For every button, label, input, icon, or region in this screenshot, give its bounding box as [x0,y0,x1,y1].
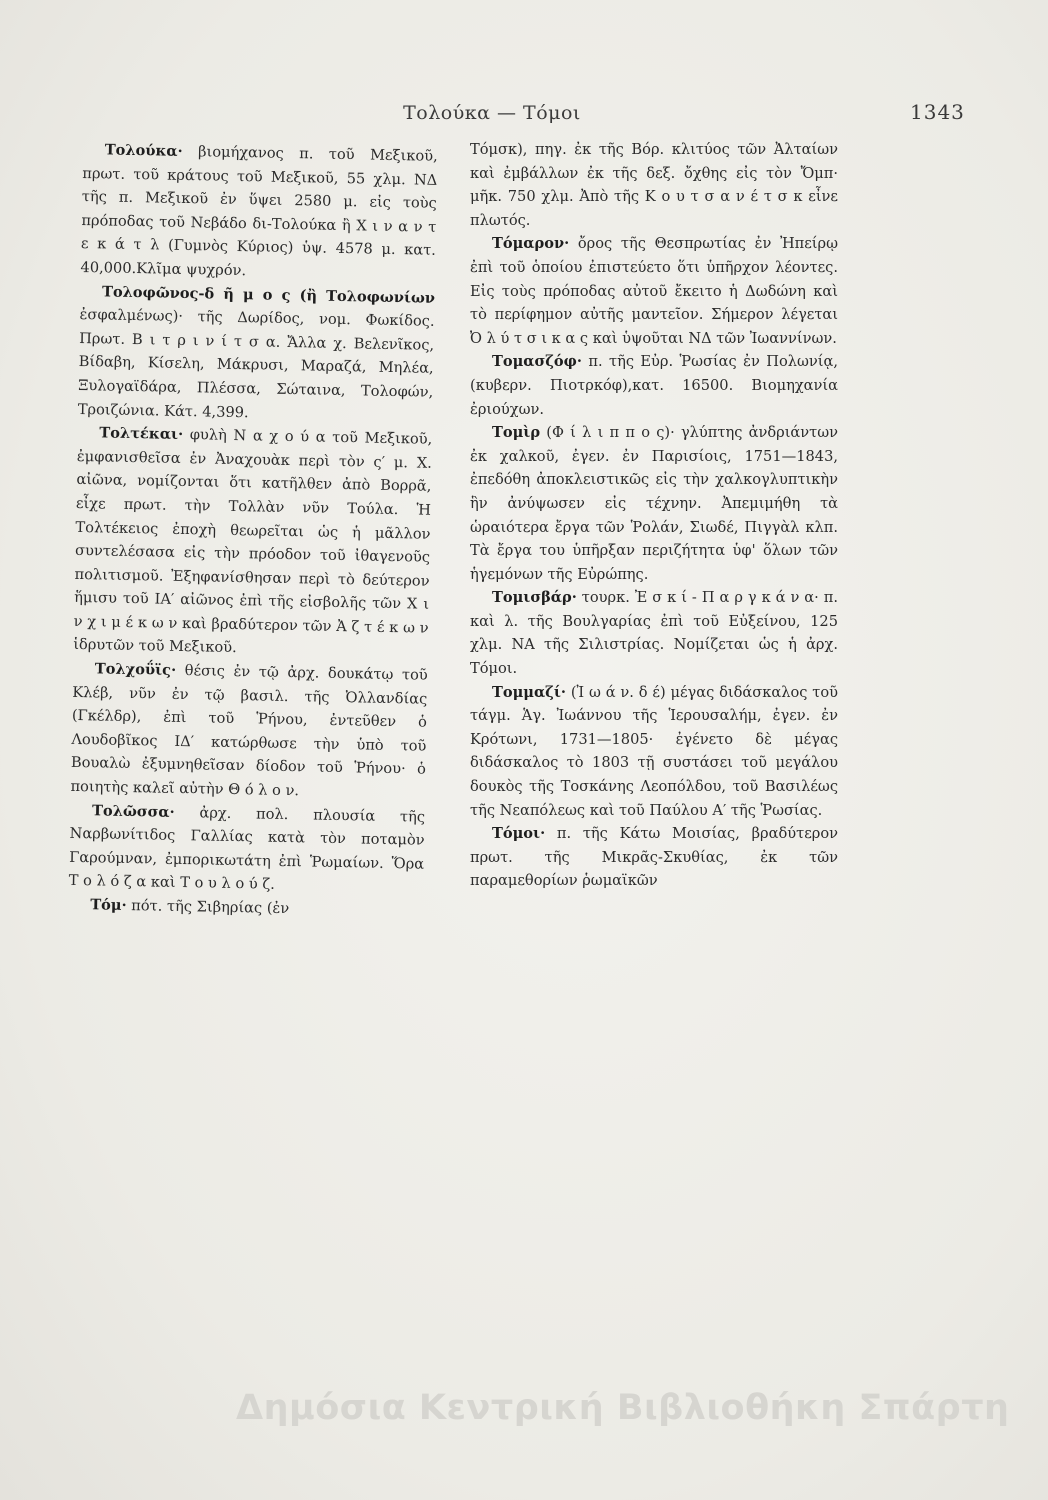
running-header: Τολούκα — Τόμοι [403,102,581,124]
entry-text: φυλὴ Ν α χ ο ύ α τοῦ Μεξικοῦ, ἐμφανισθεῖσα ἐν Ἀναχουὰκ περὶ τὸν ς′ μ. Χ. αἰῶνα, νομίζονται ὅτι κατῆλθεν ἀπὸ Βορρᾶ, εἶχε πρωτ. τὴν Τολλὰν νῦν Τούλα. Ἡ Τολτέκειος ἐποχὴ θεωρεῖται ὡς ἡ μᾶλλον συντελέσασα εἰς τὴν πρόοδον τοῦ ἰθαγενοῦς πολιτισμοῦ. Ἐξηφανίσθησαν περὶ τὸ δεύτερον ἥμισυ τοῦ ΙΑ′ αἰῶνος ἐπὶ τῆς εἰσβολῆς τῶν Χ ι ν χ ι μ έ κ ω ν καὶ βραδύτερον τῶν Ἀ ζ τ έ κ ω ν ἱδρυτῶν τοῦ Μεξικοῦ. [73,426,433,657]
entry-headword: Τολχοΰϊς· [94,660,177,679]
entry-text: (Ἰ ω ά ν. δ έ) μέγας διδάσκαλος τοῦ τάγμ. Ἁγ. Ἰωάννου τῆς Ἱερουσαλήμ, ἐγεν. ἐν Κρότωνι, 1731—1805· ἐγένετο δὲ μέγας διδάσκαλος τὸ 1803 τῇ συστάσει τοῦ μεγάλου δουκὸς τῆς Τοσκάνης Λεοπόλδου, τοῦ Βασιλέως τῆς Νεαπόλεως καὶ τοῦ Παύλου Α′ τῆς Ῥωσίας. [470,683,838,819]
entry-text: π. τῆς Εὐρ. Ῥωσίας ἐν Πολωνίᾳ, (κυβερν. Πιοτρκόφ),κατ. 16500. Βιομηχανία ἐριούχων. [470,353,838,418]
entry-text: ὄρος τῆς Θεσπρωτίας ἐν Ἠπείρῳ ἐπὶ τοῦ ὁποίου ἐπιστεύετο ὅτι ὑπῆρχον λέοντες. Εἰς τοὺς πρόποδας αὐτοῦ ἔκειτο ἡ Δωδώνη καὶ τὸ περίφημον αὐτῆς μαντεῖον. Σήμερον λέγεται Ὀ λ ύ τ σ ι κ α ς καὶ ὑψοῦται ΝΔ τῶν Ἰωαννίνων. [470,235,838,347]
dictionary-entry [470,586,838,680]
dictionary-entry [69,799,426,900]
entry-text: ἐσφαλμένως)· τῆς Δωρίδος, νομ. Φωκίδος. Πρωτ. Β ι τ ρ ι ν ί τ σ α. Ἄλλα χ. Βελενῖκος, Βίδαβη, Κίσελη, Μάκρυσι, Μαραζά, Μηλέα, Ξυλογαϊδάρα, Πλέσσα, Σώταινα, Τολοφών, Τροιζώνια. Κάτ. 4,399. [77,306,435,421]
entry-headword: Τολῶσσα· [91,801,175,821]
entry-text: ἀρχ. πολ. πλουσία τῆς Ναρβωνίτιδος Γαλλίας κατὰ τὸν ποταμὸν Γαρούμναν, ἐμπορικωτάτη ἐπὶ Ῥωμαίων. Ὅρα Τ ο λ ό ζ α καὶ Τ ο υ λ ο ύ ζ. [68,803,426,894]
entry-headword: Τομὶρ [492,424,541,442]
entry-headword: Τολοφῶνος-δ ῆ μ ο ς (ἢ Τολοφωνίων [101,282,436,307]
dictionary-entry [73,421,432,664]
entry-headword: Τομασζόφ· [492,353,582,371]
dictionary-entry-continued [470,138,838,232]
page-number: 1343 [910,100,965,124]
dictionary-entry [70,657,428,805]
left-column [68,138,438,923]
entry-text: βιομήχανος π. τοῦ Μεξικοῦ, πρωτ. τοῦ κράτους τοῦ Μεξικοῦ, 55 χλμ. ΝΔ τῆς π. Μεξικοῦ ἐν ὕψει 2580 μ. εἰς τοὺς πρόποδας τοῦ Νεβάδο δι-Τολούκα ἢ Χ ι ν α ν τ ε κ ά τ λ (Γυμνὸς Κύριος) ὑψ. 4578 μ. κατ. 40,000.Κλῖμα ψυχρόν. [80,142,438,280]
dictionary-entry [470,681,838,823]
entry-headword: Τομμαζί· [492,683,566,701]
entry-text: Τόμσκ), πηγ. ἐκ τῆς Βόρ. κλιτύος τῶν Ἀλταίων καὶ ἐμβάλλων ἐκ τῆς δεξ. ὄχθης εἰς τὸν Ὄμπ· μῆκ. 750 χλμ. Ἀπὸ τῆς Κ ο υ τ σ α ν έ τ σ κ εἶνε πλωτός. [470,141,838,229]
dictionary-entry [470,421,838,586]
entry-text: θέσις ἐν τῷ ἀρχ. δουκάτῳ τοῦ Κλέβ, νῦν ἐν τῷ βασιλ. τῆς Ὀλλανδίας (Γκέλδρ), ἐπὶ τοῦ Ῥήνου, ἐντεῦθεν ὁ Λουδοβῖκος ΙΔ′ κατώρθωσε τὴν ὑπὸ τοῦ Βουαλὼ ἐξυμνηθεῖσαν δίοδον τοῦ Ῥήνου· ὁ ποιητὴς καλεῖ αὐτὴν Θ ό λ ο ν. [70,661,428,800]
dictionary-entry [78,280,436,428]
entry-text: π. τῆς Κάτω Μοισίας, βραδύτερον πρωτ. τῆς Μικρᾶς-Σκυθίας, ἐκ τῶν παραμεθορίων ῥωμαϊκῶν [470,825,838,890]
dictionary-entry [80,138,438,286]
entry-headword: Τολτέκαι· [99,424,184,444]
dictionary-entry [470,350,838,421]
entry-headword: Τόμ· [90,896,127,914]
library-watermark: Δημόσια Κεντρική Βιβλιοθήκη Σπάρτη [236,1388,1010,1428]
entry-text: τουρκ. Ἐ σ κ ί - Π α ρ γ κ ά ν α· π. καὶ λ. τῆς Βουλγαρίας ἐπὶ τοῦ Εὐξείνου, 125 χλμ. ΝΑ τῆς Σιλιστρίας. Νομίζεται ὡς ἡ ἀρχ. Τόμοι. [470,589,838,678]
entry-text: (Φ ί λ ι π π ο ς)· γλύπτης ἀνδριάντων ἐκ χαλκοῦ, ἐγεν. ἐν Παρισίοις, 1751—1843, ἐπεδόθη ἀποκλειστικῶς εἰς τὴν χαλκογλυπτικὴν ἣν ἀνύψωσεν εἰς τέχνην. Ἀπεμιμήθη τὰ ὡραιότερα ἔργα τῶν Ῥολάν, Σιωδέ, Πιγγὰλ κλπ. Τὰ ἔργα του ὑπῆρξαν περιζήτητα ὑφ' ὅλων τῶν ἡγεμόνων τῆς Εὐρώπης. [470,424,838,583]
dictionary-entry [470,232,838,350]
entry-headword: Τολούκα· [104,141,183,160]
entry-headword: Τόμαρον· [492,235,570,253]
entry-headword: Τομισβάρ· [492,589,577,607]
dictionary-entry [470,822,838,893]
right-column [470,138,838,893]
entry-text: πότ. τῆς Σιβηρίας (ἐν [126,896,290,918]
entry-headword: Τόμοι· [492,825,546,843]
